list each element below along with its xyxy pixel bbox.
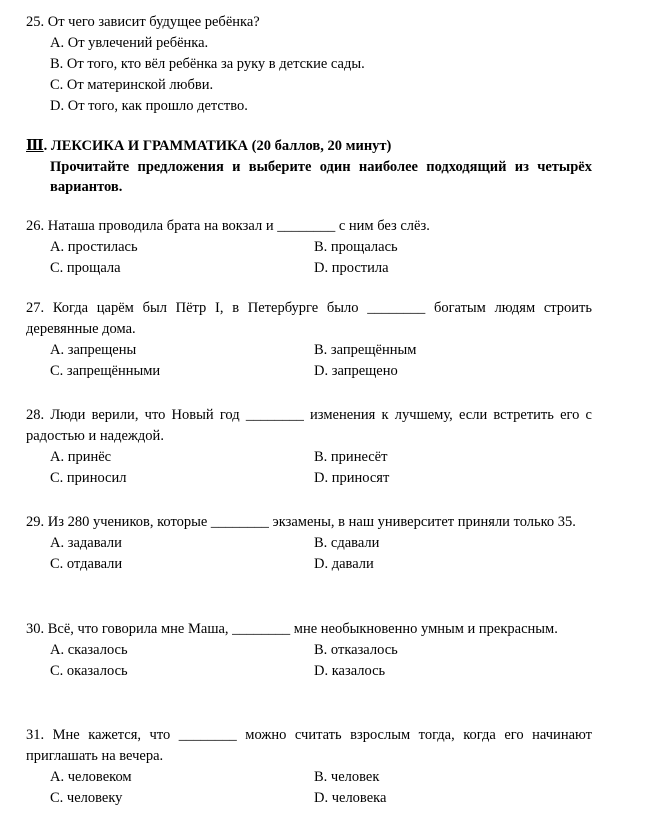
option-b: B. От того, кто вёл ребёнка за руку в детские сады.: [50, 56, 365, 72]
option-d: D. От того, как прошло детство.: [50, 98, 248, 114]
question-31: [26, 725, 592, 809]
question-text: 31. Мне кажется, что ________ можно считать взрослым тогда, когда его начинают приглашать на вечера.: [26, 727, 592, 764]
option-d: D. запрещено: [314, 363, 398, 379]
question-25: [26, 12, 592, 117]
question-30: [26, 619, 592, 682]
option-a: A. сказалось: [50, 642, 128, 658]
option-d: D. человека: [314, 790, 387, 806]
option-c: C. прощала: [50, 260, 121, 276]
question-text: 30. Всё, что говорила мне Маша, ________ мне необыкновенно умным и прекрасным.: [26, 621, 558, 637]
option-b: B. принесёт: [314, 449, 388, 465]
question-text: 28. Люди верили, что Новый год ________ изменения к лучшему, если встретить его с радостью и надеждой.: [26, 407, 592, 444]
option-a: A. человеком: [50, 769, 132, 785]
question-text: 29. Из 280 учеников, которые ________ экзамены, в наш университет приняли только 35.: [26, 514, 576, 530]
option-b: B. человек: [314, 769, 380, 785]
option-c: C. приносил: [50, 470, 127, 486]
option-a: A. запрещены: [50, 342, 137, 358]
question-26: [26, 216, 592, 279]
question-28: [26, 405, 592, 489]
section-header: [26, 136, 592, 197]
question-27: [26, 298, 592, 382]
option-b: B. запрещённым: [314, 342, 417, 358]
option-d: D. давали: [314, 556, 374, 572]
question-text: 25. От чего зависит будущее ребёнка?: [26, 14, 260, 30]
option-d: D. казалось: [314, 663, 386, 679]
option-c: C. запрещёнными: [50, 363, 161, 379]
option-b: B. отказалось: [314, 642, 398, 658]
option-a: A. принёс: [50, 449, 112, 465]
option-c: C. От материнской любви.: [50, 77, 214, 93]
option-d: D. простила: [314, 260, 389, 276]
option-b: B. сдавали: [314, 535, 380, 551]
question-text: 26. Наташа проводила брата на вокзал и ________ с ним без слёз.: [26, 218, 430, 234]
option-c: C. отдавали: [50, 556, 123, 572]
section-instruction: Прочитайте предложения и выберите один наиболее подходящий из четырёх вариантов.: [50, 159, 592, 195]
option-b: B. прощалась: [314, 239, 398, 255]
option-a: A. задавали: [50, 535, 122, 551]
option-d: D. приносят: [314, 470, 390, 486]
section-title: Ⅲ. ЛЕКСИКА И ГРАММАТИКА (20 баллов, 20 минут): [26, 138, 392, 154]
section-numeral: Ⅲ: [26, 138, 44, 154]
question-text: 27. Когда царём был Пётр I, в Петербурге было ________ богатым людям строить деревянные дома.: [26, 300, 592, 337]
option-c: C. человеку: [50, 790, 123, 806]
option-c: C. оказалось: [50, 663, 128, 679]
question-29: [26, 512, 592, 575]
option-a: A. От увлечений ребёнка.: [50, 35, 209, 51]
option-a: A. простилась: [50, 239, 138, 255]
